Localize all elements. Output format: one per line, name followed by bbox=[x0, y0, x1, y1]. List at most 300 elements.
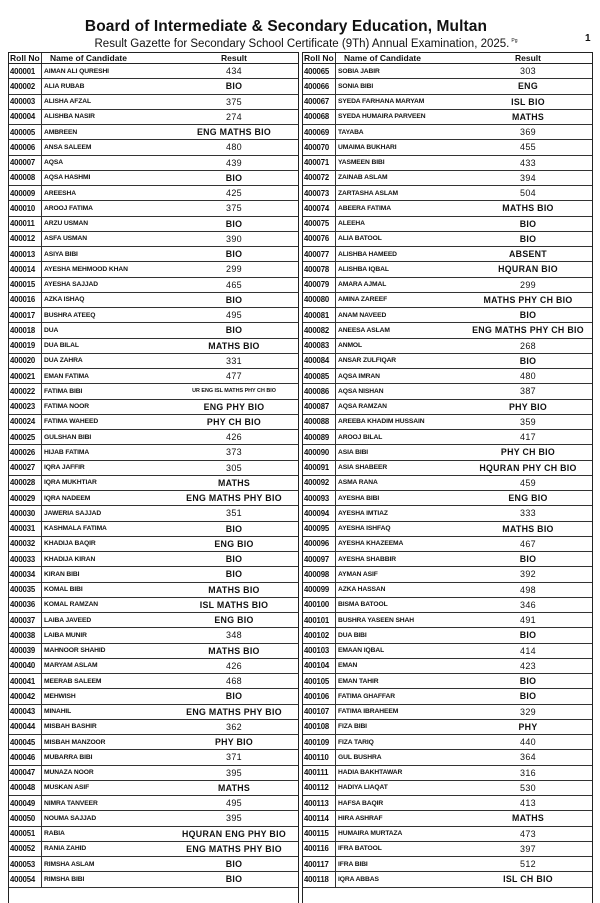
roll-no-cell: 400035 bbox=[9, 583, 42, 597]
table-row bbox=[9, 766, 298, 781]
roll-no-cell: 400002 bbox=[9, 79, 42, 93]
table-row bbox=[9, 217, 298, 232]
table-row bbox=[9, 400, 298, 415]
table-row bbox=[303, 842, 592, 857]
result-cell: ENG BIO bbox=[214, 615, 254, 626]
candidate-name-cell: ASIA SHABEER bbox=[338, 464, 388, 472]
roll-no-cell: 400017 bbox=[9, 308, 42, 322]
table-row bbox=[303, 659, 592, 674]
candidate-name-cell: ALISHBA IQBAL bbox=[338, 265, 389, 273]
result-cell: MATHS BIO bbox=[208, 584, 260, 595]
roll-no-cell: 400031 bbox=[9, 522, 42, 536]
table-row bbox=[303, 552, 592, 567]
roll-no-cell: 400117 bbox=[303, 857, 336, 871]
candidate-name-cell: HADIA BAKHTAWAR bbox=[338, 769, 403, 777]
result-cell: 417 bbox=[520, 432, 536, 443]
result-cell: 369 bbox=[520, 127, 536, 138]
result-cell: PHY CH BIO bbox=[500, 447, 556, 458]
result-cell: 467 bbox=[520, 538, 536, 549]
table-row bbox=[303, 95, 592, 110]
candidate-name-cell: AQSA IMRAN bbox=[338, 372, 380, 380]
result-cell: MATHS bbox=[217, 477, 251, 488]
roll-no-cell: 400018 bbox=[9, 323, 42, 337]
roll-no-cell: 400015 bbox=[9, 278, 42, 292]
result-cell: 392 bbox=[520, 569, 536, 580]
table-row bbox=[303, 323, 592, 338]
result-cell: 364 bbox=[520, 752, 536, 763]
roll-no-cell: 400054 bbox=[9, 872, 42, 886]
table-row bbox=[303, 110, 592, 125]
roll-no-cell: 400096 bbox=[303, 537, 336, 551]
candidate-name-cell: MEERAB SALEEM bbox=[44, 677, 102, 685]
table-header bbox=[9, 53, 298, 64]
candidate-name-cell: FATIMA IBRAHEEM bbox=[338, 708, 399, 716]
candidate-name-cell: ALIA BATOOL bbox=[338, 235, 382, 243]
result-cell: 434 bbox=[226, 66, 242, 77]
candidate-name-cell: BISMA BATOOL bbox=[338, 601, 388, 609]
result-cell: UR ENG ISL MATHS PHY CH BIO bbox=[192, 388, 276, 395]
result-cell: 362 bbox=[226, 721, 242, 732]
roll-no-cell: 400010 bbox=[9, 201, 42, 215]
roll-no-cell: 400112 bbox=[303, 781, 336, 795]
table-row bbox=[303, 644, 592, 659]
table-row bbox=[9, 872, 298, 887]
pg-label: Pg bbox=[511, 38, 518, 44]
table-row bbox=[9, 262, 298, 277]
table-row bbox=[303, 247, 592, 262]
roll-no-cell: 400079 bbox=[303, 278, 336, 292]
candidate-name-cell: AYESHA SHABBIR bbox=[338, 555, 396, 563]
roll-no-cell: 400047 bbox=[9, 766, 42, 780]
result-cell: MATHS BIO bbox=[502, 523, 554, 534]
roll-no-cell: 400084 bbox=[303, 354, 336, 368]
roll-no-cell: 400113 bbox=[303, 796, 336, 810]
result-cell: 468 bbox=[226, 676, 242, 687]
table-row bbox=[9, 567, 298, 582]
candidate-name-cell: EMAN bbox=[338, 662, 358, 670]
page-subtitle bbox=[0, 34, 600, 51]
roll-no-cell: 400077 bbox=[303, 247, 336, 261]
table-row bbox=[9, 811, 298, 826]
result-cell: PHY BIO bbox=[508, 401, 548, 412]
result-cell: 394 bbox=[520, 172, 536, 183]
candidate-name-cell: AYESHA MEHMOOD KHAN bbox=[44, 265, 128, 273]
candidate-name-cell: AIMAN ALI QURESHI bbox=[44, 67, 109, 75]
result-cell: 373 bbox=[226, 447, 242, 458]
candidate-name-cell: AYESHA IMTIAZ bbox=[338, 509, 388, 517]
roll-no-cell: 400106 bbox=[303, 689, 336, 703]
roll-no-cell: 400028 bbox=[9, 476, 42, 490]
candidate-name-cell: EMAN FATIMA bbox=[44, 372, 89, 380]
candidate-name-cell: AROOJ BILAL bbox=[338, 433, 383, 441]
roll-no-cell: 400001 bbox=[9, 64, 42, 78]
table-row bbox=[303, 674, 592, 689]
candidate-name-cell: AYESHA KHAZEEMA bbox=[338, 540, 404, 548]
result-cell: 387 bbox=[520, 386, 536, 397]
table-row bbox=[303, 140, 592, 155]
table-row bbox=[9, 445, 298, 460]
result-cell: 390 bbox=[226, 233, 242, 244]
roll-no-cell: 400094 bbox=[303, 506, 336, 520]
candidate-name-cell: ANSAR ZULFIQAR bbox=[338, 357, 397, 365]
result-cell: 426 bbox=[226, 432, 242, 443]
result-cell: HQURAN BIO bbox=[498, 264, 558, 275]
candidate-name-cell: KIRAN BIBI bbox=[44, 570, 80, 578]
result-cell: BIO bbox=[519, 355, 537, 366]
candidate-name-cell: FATIMA NOOR bbox=[44, 403, 89, 411]
col-result-header: Result bbox=[221, 53, 247, 63]
result-cell: ENG BIO bbox=[214, 538, 254, 549]
roll-no-cell: 400089 bbox=[303, 430, 336, 444]
result-cell: ENG MATHS BIO bbox=[196, 127, 272, 138]
table-row bbox=[9, 293, 298, 308]
candidate-name-cell: ANEESA ASLAM bbox=[338, 326, 390, 334]
table-row bbox=[303, 720, 592, 735]
table-row bbox=[9, 781, 298, 796]
table-row bbox=[9, 278, 298, 293]
col-result-header: Result bbox=[515, 53, 541, 63]
result-cell: 473 bbox=[520, 828, 536, 839]
result-cell: BIO bbox=[225, 569, 243, 580]
roll-no-cell: 400110 bbox=[303, 750, 336, 764]
candidate-name-cell: LAIBA JAVEED bbox=[44, 616, 92, 624]
table-row bbox=[9, 476, 298, 491]
candidate-name-cell: IFRA BATOOL bbox=[338, 845, 382, 853]
table-row bbox=[9, 125, 298, 140]
candidate-name-cell: HAFSA BAQIR bbox=[338, 799, 384, 807]
candidate-name-cell: GUL BUSHRA bbox=[338, 753, 382, 761]
result-cell: 480 bbox=[520, 371, 536, 382]
candidate-name-cell: BUSHRA ATEEQ bbox=[44, 311, 96, 319]
roll-no-cell: 400008 bbox=[9, 171, 42, 185]
candidate-name-cell: MARYAM ASLAM bbox=[44, 662, 98, 670]
roll-no-cell: 400069 bbox=[303, 125, 336, 139]
table-row bbox=[303, 308, 592, 323]
result-cell: 305 bbox=[226, 462, 242, 473]
candidate-name-cell: AQSA RAMZAN bbox=[338, 403, 387, 411]
page-number: 1 bbox=[585, 33, 591, 44]
result-cell: MATHS bbox=[511, 111, 545, 122]
result-cell: MATHS BIO bbox=[208, 645, 260, 656]
result-cell: 299 bbox=[520, 279, 536, 290]
table-row bbox=[303, 567, 592, 582]
table-row bbox=[9, 842, 298, 857]
result-cell: BIO bbox=[225, 859, 243, 870]
roll-no-cell: 400029 bbox=[9, 491, 42, 505]
roll-no-cell: 400085 bbox=[303, 369, 336, 383]
roll-no-cell: 400022 bbox=[9, 384, 42, 398]
candidate-name-cell: ALISHBA NASIR bbox=[44, 113, 95, 121]
roll-no-cell: 400114 bbox=[303, 811, 336, 825]
roll-no-cell: 400004 bbox=[9, 110, 42, 124]
roll-no-cell: 400100 bbox=[303, 598, 336, 612]
col-name-header: Name of Candidate bbox=[50, 53, 127, 63]
roll-no-cell: 400030 bbox=[9, 506, 42, 520]
candidate-name-cell: KHADIJA KIRAN bbox=[44, 555, 96, 563]
roll-no-cell: 400095 bbox=[303, 522, 336, 536]
candidate-name-cell: ABEERA FATIMA bbox=[338, 204, 391, 212]
result-cell: 423 bbox=[520, 660, 536, 671]
candidate-name-cell: AQSA NISHAN bbox=[338, 387, 384, 395]
roll-no-cell: 400067 bbox=[303, 95, 336, 109]
candidate-name-cell: ALISHA AFZAL bbox=[44, 98, 91, 106]
roll-no-cell: 400105 bbox=[303, 674, 336, 688]
result-cell: BIO bbox=[519, 691, 537, 702]
roll-no-cell: 400109 bbox=[303, 735, 336, 749]
table-row bbox=[9, 247, 298, 262]
candidate-name-cell: MAHNOOR SHAHID bbox=[44, 647, 106, 655]
result-cell: 316 bbox=[520, 767, 536, 778]
roll-no-cell: 400086 bbox=[303, 384, 336, 398]
roll-no-cell: 400052 bbox=[9, 842, 42, 856]
result-cell: BIO bbox=[225, 325, 243, 336]
result-table-left bbox=[8, 52, 299, 903]
candidate-name-cell: HADIYA LIAQAT bbox=[338, 784, 388, 792]
result-cell: 303 bbox=[520, 66, 536, 77]
table-row bbox=[9, 415, 298, 430]
candidate-name-cell: FATIMA WAHEED bbox=[44, 418, 99, 426]
roll-no-cell: 400019 bbox=[9, 339, 42, 353]
result-cell: BIO bbox=[225, 218, 243, 229]
result-cell: 413 bbox=[520, 798, 536, 809]
table-row bbox=[303, 79, 592, 94]
result-cell: ENG MATHS PHY BIO bbox=[186, 843, 282, 854]
roll-no-cell: 400027 bbox=[9, 461, 42, 475]
candidate-name-cell: AREESHA bbox=[44, 189, 76, 197]
roll-no-cell: 400049 bbox=[9, 796, 42, 810]
roll-no-cell: 400013 bbox=[9, 247, 42, 261]
candidate-name-cell: FIZA BIBI bbox=[338, 723, 367, 731]
table-row bbox=[303, 156, 592, 171]
result-cell: MATHS PHY CH BIO bbox=[483, 294, 573, 305]
table-row bbox=[303, 64, 592, 79]
result-cell: BIO bbox=[519, 676, 537, 687]
table-row bbox=[303, 811, 592, 826]
roll-no-cell: 400074 bbox=[303, 201, 336, 215]
candidate-name-cell: AYESHA BIBI bbox=[338, 494, 380, 502]
result-cell: 477 bbox=[226, 371, 242, 382]
table-row bbox=[303, 445, 592, 460]
table-row bbox=[9, 598, 298, 613]
candidate-name-cell: ALEEHA bbox=[338, 220, 365, 228]
result-cell: 498 bbox=[520, 584, 536, 595]
candidate-name-cell: KHADIJA BAQIR bbox=[44, 540, 96, 548]
table-row bbox=[9, 522, 298, 537]
roll-no-cell: 400091 bbox=[303, 461, 336, 475]
table-row bbox=[303, 796, 592, 811]
candidate-name-cell: AMBREEN bbox=[44, 128, 78, 136]
roll-no-cell: 400021 bbox=[9, 369, 42, 383]
roll-no-cell: 400038 bbox=[9, 628, 42, 642]
result-cell: 512 bbox=[520, 859, 536, 870]
candidate-name-cell: MUBARRA BIBI bbox=[44, 753, 93, 761]
roll-no-cell: 400045 bbox=[9, 735, 42, 749]
table-row bbox=[9, 171, 298, 186]
candidate-name-cell: AYESHA SAJJAD bbox=[44, 281, 98, 289]
result-cell: 504 bbox=[520, 188, 536, 199]
candidate-name-cell: BUSHRA YASEEN SHAH bbox=[338, 616, 414, 624]
roll-no-cell: 400083 bbox=[303, 339, 336, 353]
roll-no-cell: 400066 bbox=[303, 79, 336, 93]
candidate-name-cell: ASIA BIBI bbox=[338, 448, 369, 456]
table-row bbox=[9, 79, 298, 94]
result-cell: 268 bbox=[520, 340, 536, 351]
roll-no-cell: 400072 bbox=[303, 171, 336, 185]
candidate-name-cell: DUA ZAHRA bbox=[44, 357, 83, 365]
candidate-name-cell: MISBAH MANZOOR bbox=[44, 738, 106, 746]
roll-no-cell: 400041 bbox=[9, 674, 42, 688]
result-cell: BIO bbox=[225, 523, 243, 534]
roll-no-cell: 400036 bbox=[9, 598, 42, 612]
roll-no-cell: 400102 bbox=[303, 628, 336, 642]
result-cell: 299 bbox=[226, 264, 242, 275]
table-row bbox=[9, 110, 298, 125]
candidate-name-cell: NIMRA TANVEER bbox=[44, 799, 98, 807]
roll-no-cell: 400033 bbox=[9, 552, 42, 566]
result-cell: 395 bbox=[226, 767, 242, 778]
roll-no-cell: 400024 bbox=[9, 415, 42, 429]
result-cell: BIO bbox=[225, 691, 243, 702]
result-cell: ISL MATHS BIO bbox=[199, 599, 269, 610]
result-cell: 440 bbox=[520, 737, 536, 748]
table-row bbox=[303, 705, 592, 720]
candidate-name-cell: ALIA RUBAB bbox=[44, 82, 85, 90]
result-cell: 397 bbox=[520, 843, 536, 854]
result-cell: BIO bbox=[225, 81, 243, 92]
candidate-name-cell: MINAHIL bbox=[44, 708, 72, 716]
table-row bbox=[303, 628, 592, 643]
table-row bbox=[303, 598, 592, 613]
result-cell: 433 bbox=[520, 157, 536, 168]
col-name-header: Name of Candidate bbox=[344, 53, 421, 63]
candidate-name-cell: FATIMA GHAFFAR bbox=[338, 692, 395, 700]
roll-no-cell: 400088 bbox=[303, 415, 336, 429]
candidate-name-cell: RIMSHA BIBI bbox=[44, 875, 85, 883]
table-row bbox=[303, 369, 592, 384]
result-cell: BIO bbox=[225, 249, 243, 260]
table-row bbox=[9, 201, 298, 216]
table-row bbox=[9, 384, 298, 399]
table-row bbox=[9, 354, 298, 369]
table-row bbox=[9, 339, 298, 354]
result-cell: MATHS BIO bbox=[502, 203, 554, 214]
table-row bbox=[303, 781, 592, 796]
candidate-name-cell: MUSKAN ASIF bbox=[44, 784, 90, 792]
result-cell: PHY bbox=[518, 721, 538, 732]
table-row bbox=[9, 583, 298, 598]
result-cell: 351 bbox=[226, 508, 242, 519]
candidate-name-cell: EMAAN IQBAL bbox=[338, 647, 385, 655]
result-cell: ENG BIO bbox=[508, 493, 548, 504]
candidate-name-cell: MEHWISH bbox=[44, 692, 76, 700]
roll-no-cell: 400107 bbox=[303, 705, 336, 719]
candidate-name-cell: IQRA JAFFIR bbox=[44, 464, 85, 472]
roll-no-cell: 400101 bbox=[303, 613, 336, 627]
table-row bbox=[303, 293, 592, 308]
candidate-name-cell: IQRA MUKHTIAR bbox=[44, 479, 97, 487]
result-cell: 329 bbox=[520, 706, 536, 717]
candidate-name-cell: EMAN TAHIR bbox=[338, 677, 379, 685]
table-row bbox=[303, 125, 592, 140]
table-row bbox=[9, 140, 298, 155]
roll-no-cell: 400092 bbox=[303, 476, 336, 490]
result-cell: PHY CH BIO bbox=[206, 416, 262, 427]
candidate-name-cell: ASFA USMAN bbox=[44, 235, 87, 243]
result-cell: BIO bbox=[519, 310, 537, 321]
roll-no-cell: 400051 bbox=[9, 827, 42, 841]
roll-no-cell: 400003 bbox=[9, 95, 42, 109]
candidate-name-cell: KOMAL RAMZAN bbox=[44, 601, 99, 609]
roll-no-cell: 400087 bbox=[303, 400, 336, 414]
roll-no-cell: 400093 bbox=[303, 491, 336, 505]
result-cell: ENG MATHS PHY BIO bbox=[186, 493, 282, 504]
result-cell: BIO bbox=[519, 218, 537, 229]
table-row bbox=[303, 583, 592, 598]
table-row bbox=[9, 552, 298, 567]
table-row bbox=[303, 339, 592, 354]
result-cell: 333 bbox=[520, 508, 536, 519]
result-cell: ENG bbox=[518, 81, 538, 92]
result-cell: BIO bbox=[225, 874, 243, 885]
roll-no-cell: 400006 bbox=[9, 140, 42, 154]
roll-no-cell: 400034 bbox=[9, 567, 42, 581]
candidate-name-cell: AMARA AJMAL bbox=[338, 281, 387, 289]
result-cell: 414 bbox=[520, 645, 536, 656]
table-row bbox=[303, 827, 592, 842]
roll-no-cell: 400103 bbox=[303, 644, 336, 658]
candidate-name-cell: MUNAZA NOOR bbox=[44, 769, 94, 777]
candidate-name-cell: AQSA bbox=[44, 159, 63, 167]
result-cell: ENG PHY BIO bbox=[203, 401, 265, 412]
roll-no-cell: 400037 bbox=[9, 613, 42, 627]
roll-no-cell: 400009 bbox=[9, 186, 42, 200]
roll-no-cell: 400065 bbox=[303, 64, 336, 78]
roll-no-cell: 400007 bbox=[9, 156, 42, 170]
candidate-name-cell: ZARTASHA ASLAM bbox=[338, 189, 399, 197]
table-row bbox=[303, 613, 592, 628]
table-row bbox=[9, 659, 298, 674]
roll-no-cell: 400081 bbox=[303, 308, 336, 322]
result-cell: 274 bbox=[226, 111, 242, 122]
table-row bbox=[303, 201, 592, 216]
table-row bbox=[303, 278, 592, 293]
candidate-name-cell: DUA bbox=[44, 326, 59, 334]
candidate-name-cell: ANSA SALEEM bbox=[44, 143, 92, 151]
candidate-name-cell: TAYABA bbox=[338, 128, 364, 136]
table-row bbox=[9, 689, 298, 704]
roll-no-cell: 400005 bbox=[9, 125, 42, 139]
roll-no-cell: 400098 bbox=[303, 567, 336, 581]
table-row bbox=[9, 308, 298, 323]
candidate-name-cell: HUMAIRA MURTAZA bbox=[338, 830, 403, 838]
result-cell: BIO bbox=[225, 294, 243, 305]
table-row bbox=[303, 430, 592, 445]
table-row bbox=[9, 156, 298, 171]
table-row bbox=[9, 750, 298, 765]
table-row bbox=[303, 171, 592, 186]
roll-no-cell: 400118 bbox=[303, 872, 336, 886]
candidate-name-cell: ANMOL bbox=[338, 342, 363, 350]
table-row bbox=[303, 750, 592, 765]
page-title: Board of Intermediate & Secondary Education, Multan bbox=[84, 18, 488, 35]
candidate-name-cell: ASMA RANA bbox=[338, 479, 378, 487]
roll-no-cell: 400042 bbox=[9, 689, 42, 703]
table-row bbox=[9, 827, 298, 842]
candidate-name-cell: AMINA ZAREEF bbox=[338, 296, 388, 304]
result-cell: 395 bbox=[226, 813, 242, 824]
candidate-name-cell: KASHMALA FATIMA bbox=[44, 525, 107, 533]
roll-no-cell: 400090 bbox=[303, 445, 336, 459]
